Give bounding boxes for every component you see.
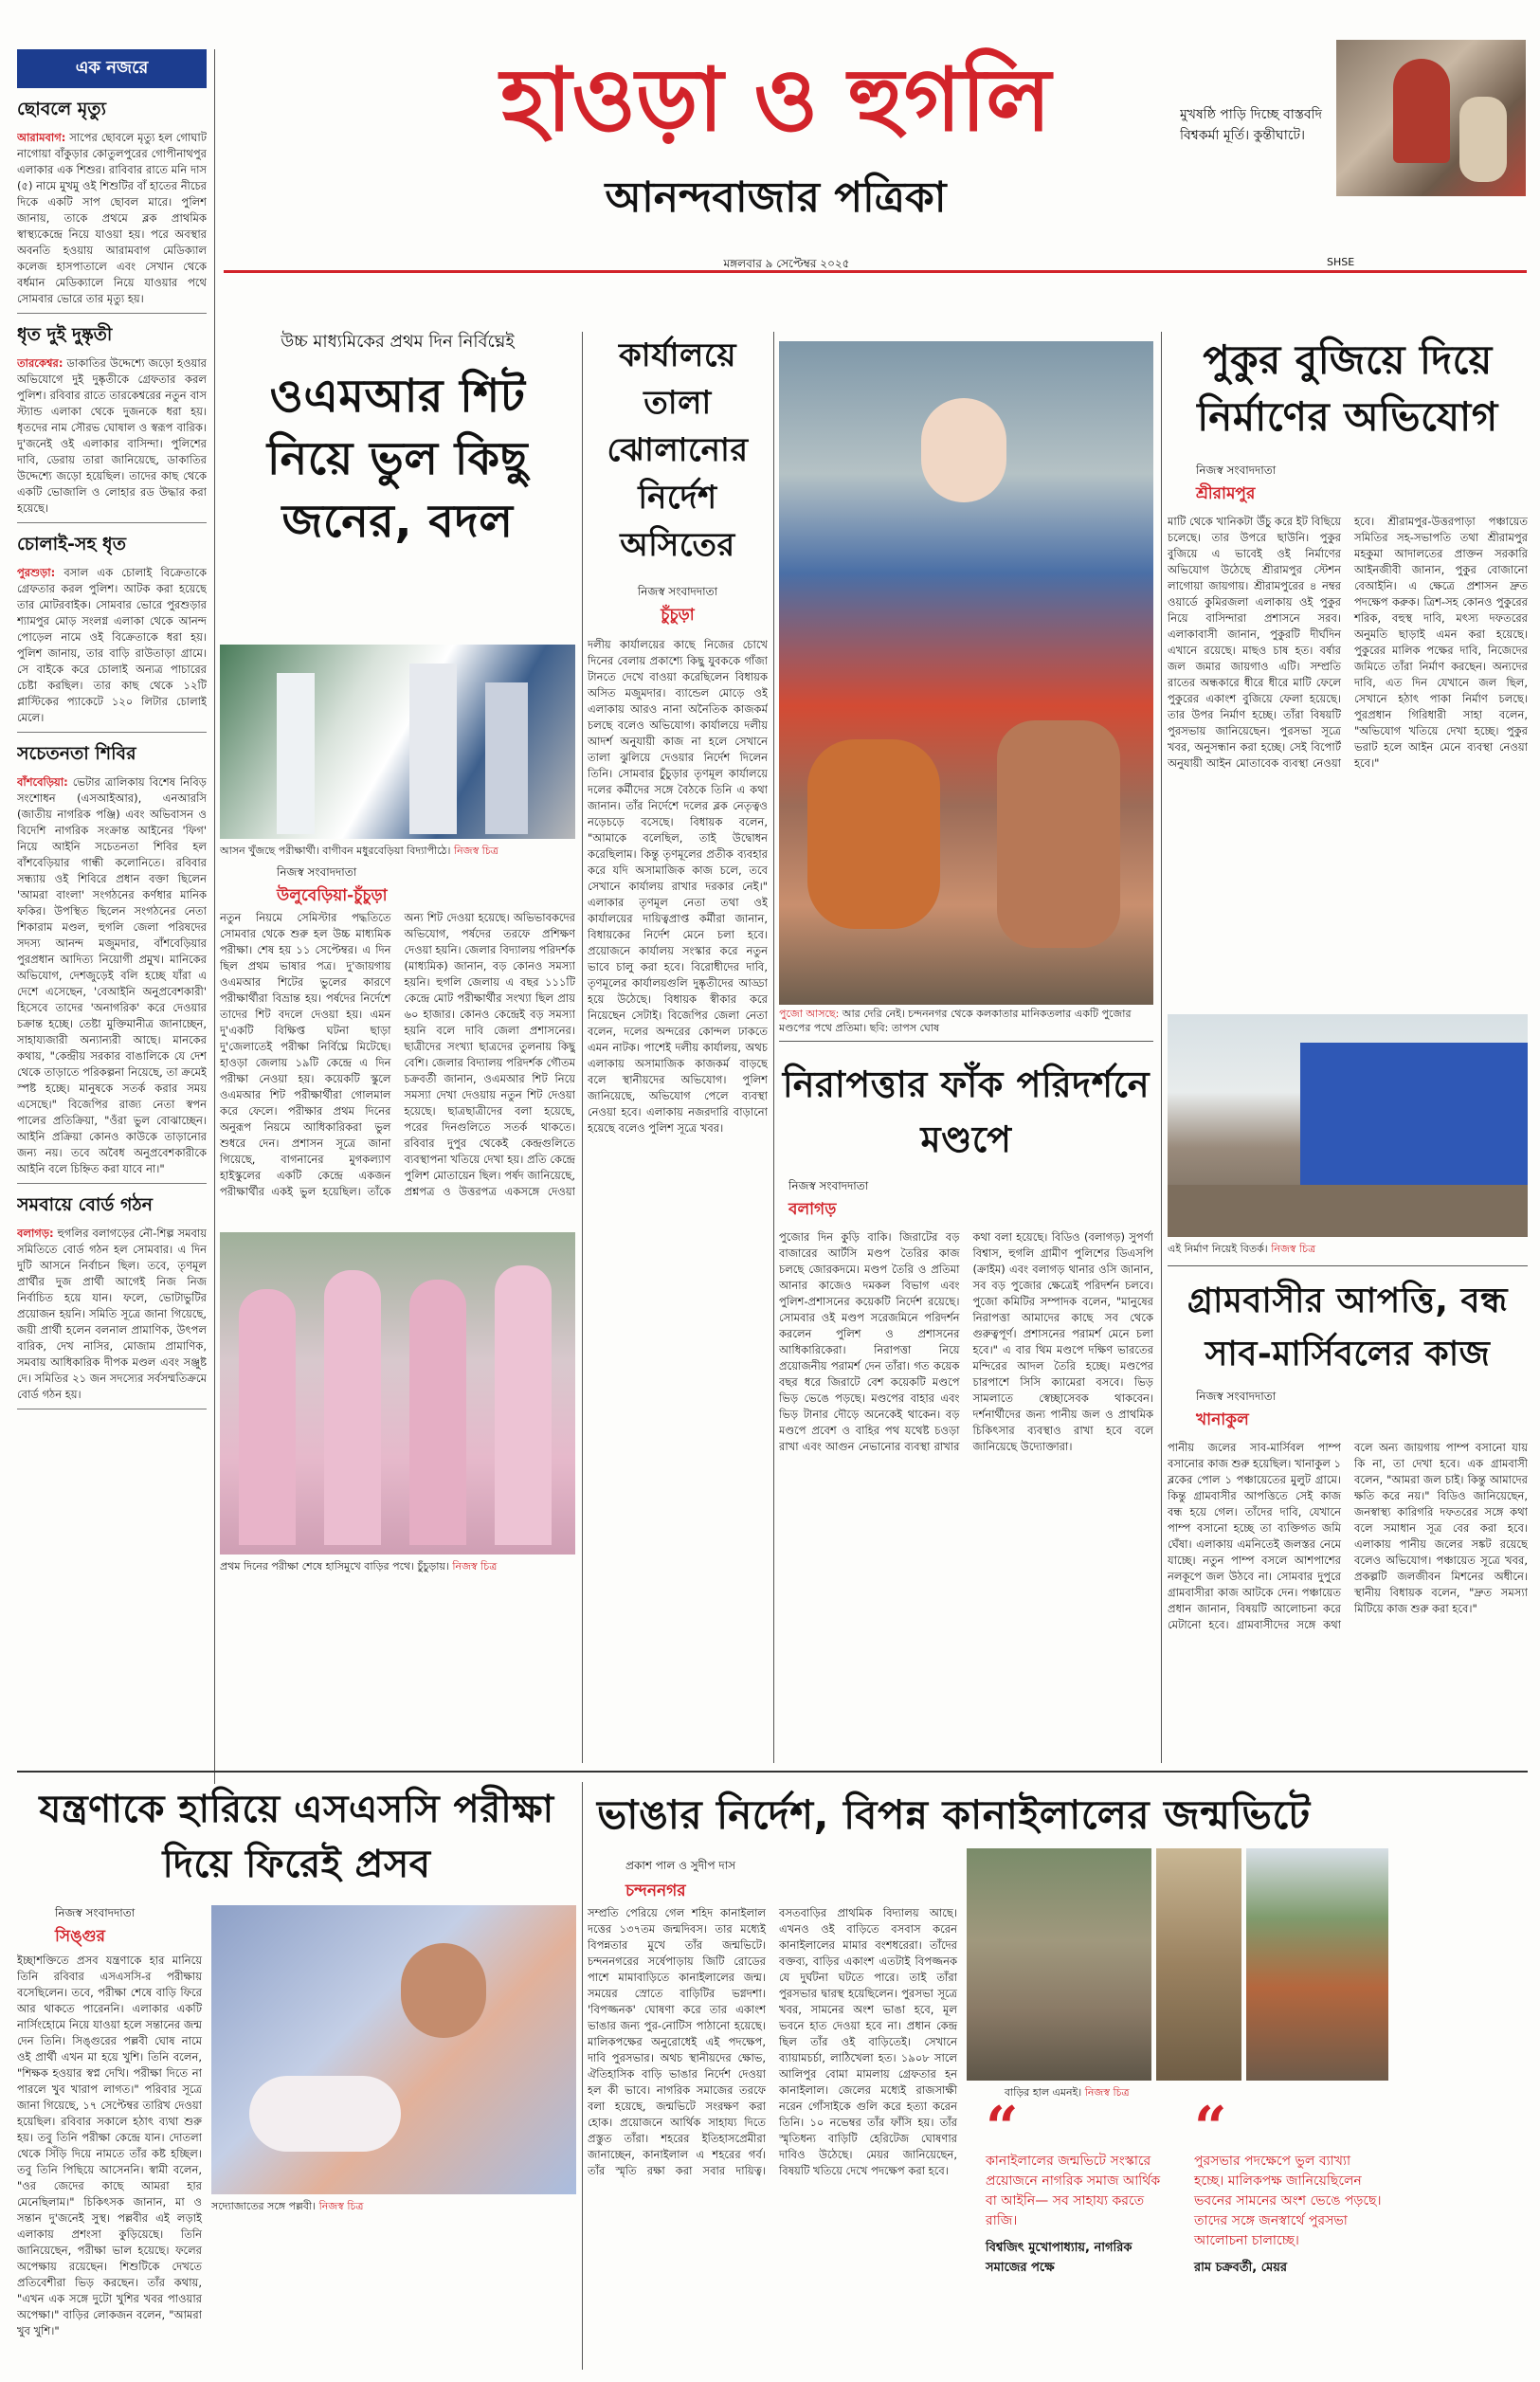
sidebar-item-title: চোলাই-সহ ধৃত: [17, 534, 126, 555]
byline: প্রকাশ পাল ও সুদীপ দাস: [625, 1859, 736, 1872]
person-shape: [485, 682, 528, 834]
idol-shape: [1393, 59, 1450, 163]
byline: নিজস্ব সংবাদদাতা: [55, 1906, 136, 1919]
story-headline: যন্ত্রণাকে হারিয়ে এসএসসি পরীক্ষা দিয়ে ফিরেই প্রসব: [39, 1788, 554, 1886]
fold-divider: [17, 1771, 1528, 1773]
shed-photo-caption: এই নির্মাণ নিয়েই বিতর্ক। নিজস্ব চিত্র: [1168, 1243, 1316, 1255]
dateline-place: বলাগড়: [788, 1200, 837, 1219]
dateline-place: খানাকুল: [1196, 1410, 1249, 1429]
ssc-mother-photo: [211, 1905, 576, 2194]
sidebar-item-text: ভেটার ত্রালিকায় বিশেষ নিবিড় সংশোধন (এসআইআর), এনআরসি (জাতীয় নাগরিক পঞ্জি) এবং অভিবাসন ও বিদেশি নাগরিক সংক্রান্ত আইনের 'ফিগ' নিয়ে আইনি সচেতনতা শিবির হল বাঁশবেড়িয়ার গান্ধী কলোনিতে। রবিবার সন্ধ্যায় ওই শিবিরে প্রধান বক্তা ছিলেন 'আমরা বাংলা' সংগঠনের কর্ণধার মানিক ফকির। উপস্থিত ছিলেন সংগঠনের নেতা শিকারাম মণ্ডল, হুগলি জেলা পরিষদের সদস্য আনন্দ মজুমদার, বাঁশবেড়িয়ার পুরপ্রধান আদিত্য নিয়োগী প্রমুখ। মানিকের অভিযোগ, দেশজুড়েই বলি হচ্ছে যাঁরা এ দেশে এসেছেন, 'বেআইনি অনুপ্রবেশকারী' হিসেবে তাদের 'অনাগরিক' করে দেওয়ার চক্রান্ত হচ্ছে। তেষ্টা মুক্তিমানীত্র জানাচ্ছেন, সাহায্যজারী অন্যান্যরী আছে। মানকের কথায়, "কেন্দ্রীয় সরকার বাঙালিকে যে দেশ থেকে তাড়াতে পরিকল্পনা নিয়েছে, তা ক্রমেই স্পষ্ট হচ্ছে। মানুষকে সতর্ক করার সময় এসেছে।" বিজেপির রাজ্য নেতা স্বপন পালের প্রতিক্রিয়া, "ওঁরা ভুল বোঝাচ্ছেন। আইনি প্রক্রিয়া কোনও কাউকে তাড়ানোর জন্য নয়। তবে অবৈধ অনুপ্রবেশকারীকে আইনি বলে চিহ্নিত করা যাবে না।": [17, 775, 207, 1175]
person-shape: [409, 664, 457, 834]
story-pond: [1168, 332, 1528, 1005]
sidebar-item-text: হুগলির বলাগড়ের নৌ-শিল্প সমবায় সমিতিতে বোর্ড গঠন হল সোমবার। এ দিন দুটি আসনে নির্বাচন ছিল। তবে, তৃণমূল প্রার্থীর দুজ প্রার্থী আগেই নিজ নিজ নির্বাচিত হয়ে যান। ফলে, ভোটাভুটির প্রয়োজন হয়নি। সমিতি সূত্রে জানা গিয়েছে, জয়ী প্রার্থী হলেন বলনাল প্রামাণিক, উৎপল বারিক, দেখ নাসির, মোজাম প্রামাণিক, সমবায় আধিকারিক দীপক মণ্ডল এবং সঞ্জুষ্ট দে। সমিতির ২১ জন সদস্যের সর্বসম্মতিক্রমে বোর্ড গঠন হয়।: [17, 1227, 207, 1401]
photo-caption: আসন খুঁজছে পরীক্ষার্থী। বাগীবন মধুরবেড়িয়া বিদ্যাপীঠে। নিজস্ব চিত্র: [220, 845, 498, 857]
promo-caption: মুখষষ্ঠি পাড়ি দিচ্ছে বাস্তবদি বিশ্বকর্মা মূর্তি। কুন্তীঘাটে।: [1180, 107, 1323, 143]
sidebar-item-place: বাঁশবেড়িয়া:: [17, 775, 68, 789]
lion-shape: [807, 739, 940, 929]
story-headline: ওএমআর শিট নিয়ে ভুল কিছু জনের, বদল: [266, 370, 529, 548]
birthplace-photo-2: [1156, 1848, 1241, 2081]
durga-photo-caption: পুজো আসছে: আর দেরি নেই। চন্দননগর থেকে কলকাতার মানিকতলার একটি পুজোর মণ্ডপের পথে প্রতিমা। ছবি: তাপস ঘোষ: [779, 1008, 1132, 1034]
sidebar-items: [17, 96, 207, 1409]
dateline-place: চুঁচুড়া: [661, 606, 695, 625]
story-birthplace: [588, 1782, 1528, 2370]
sidebar-item-title: সমবায়ে বোর্ড গঠন: [17, 1194, 153, 1215]
nurses-photo: [220, 1232, 575, 1555]
sidebar-item-title: ধৃত দুই দুষ্কৃতী: [17, 324, 113, 345]
column-divider: [773, 332, 774, 1763]
story-headline: নিরাপত্তার ফাঁক পরিদর্শনে মণ্ডপে: [782, 1064, 1150, 1160]
sidebar-news-item: [17, 321, 207, 523]
dateline-place: সিঙ্গুর: [55, 1927, 105, 1946]
column-divider: [582, 1782, 583, 2370]
person-shape: [495, 1265, 552, 1545]
person-shape: [1459, 97, 1507, 182]
column-divider: [582, 332, 583, 1763]
person-shape: [324, 1270, 381, 1545]
byline: নিজস্ব সংবাদদাতা: [277, 865, 357, 879]
durga-idol-photo: [779, 341, 1153, 1005]
section-divider: [779, 1041, 1153, 1042]
quote-icon: “: [1194, 2095, 1227, 2161]
sidebar-item-body: [17, 355, 207, 517]
story-kicker: উচ্চ মাধ্যমিকের প্রথম দিন নির্বিঘ্নেই: [281, 332, 515, 352]
story-headline: গ্রামবাসীর আপত্তি, বন্ধ সাব-মার্সিবলের কাজ: [1187, 1282, 1509, 1373]
sidebar-header: এক নজরে: [17, 49, 207, 88]
blue-shed: [1300, 1043, 1528, 1185]
story-headline: কার্যালয়ে তালা ঝোলানোর নির্দেশ অসিতের: [607, 336, 749, 564]
story-omr: [220, 284, 575, 1744]
mother-face: [401, 1943, 486, 2038]
dateline-place: চন্দননগর: [625, 1882, 686, 1900]
byline: নিজস্ব সংবাদদাতা: [637, 585, 718, 598]
promo-photo: [1336, 40, 1526, 196]
story-body: পুজোর দিন কুড়ি বাকি। জিরাটের বড় বাজারের আর্টসি মণ্ডপ তৈরির কাজ চলছে জোরকদমে। মণ্ডপ তৈরি ও প্রতিমা আনার কাজেও দমকল বিভাগ এবং পুলিশ-প্রশাসনের কয়েকটি নির্দেশ রয়েছে। সোমবার ওই মণ্ডপ সরেজমিনে পরিদর্শন করলেন পুলিশ ও প্রশাসনের আধিকারিকেরা। নিরাপত্তা নিয়ে প্রয়োজনীয় পরামর্শ দেন তাঁরা। গত কয়েক বছর ধরে জিরাটে বেশ কয়েকটি মণ্ডপে ভিড় ভেঙে পড়ছে। মণ্ডপের বাহার এবং ভিড় টানার দৌড়ে অনেকেই থাকেন। বড় মণ্ডপে প্রবেশ ও বাহির পথ যথেষ্ট চওড়া রাখা এবং আগুন নেভানোর ব্যবস্থা রাখার কথা বলা হয়েছে। বিডিও (বলাগড়) সুপর্ণা বিশ্বাস, হুগলি গ্রামীণ পুলিশের ডিএসপি (ক্রাইম) এবং বলাগড় থানার ওসি জানান, সব বড় পুজোর ক্ষেত্রেই পরিদর্শন চলবে। পুজো কমিটির সম্পাদক বলেন, "মানুষের নিরাপত্তা আমাদের কাছে সব থেকে গুরুত্বপূর্ণ। প্রশাসনের পরামর্শ মেনে চলা হবে।" এ বার থিম মণ্ডপে দক্ষিণ ভারতের মন্দিরের আদল তৈরি হচ্ছে। মণ্ডপের চারপাশে সিসি ক্যামেরা বসবে। ভিড় সামলাতে স্বেচ্ছাসেবক থাকবেন। দর্শনার্থীদের জন্য পানীয় জল ও প্রাথমিক চিকিৎসার ব্যবস্থাও রাখা হবে বলে জানিয়েছে উদ্যোক্তারা।: [779, 1230, 1153, 1453]
sidebar-item-place: আরামবাগ:: [17, 131, 66, 144]
story-body: পানীয় জলের সাব-মার্সিবল পাম্প বসানোর কাজ শুরু হয়েছিল। খানাকুল ১ ব্লকের পোল ১ পঞ্চায়েতের মুলুট গ্রামে। কিন্তু গ্রামবাসীর আপত্তিতে সেই কাজ বন্ধ হয়ে গেল। তাঁদের দাবি, যেখানে পাম্প বসানো হচ্ছে তা ব্যক্তিগত জমি ঘেঁষা। এলাকায় এমনিতেই জলস্তর নেমে যাচ্ছে। নতুন পাম্প বসলে আশপাশের নলকূপে জল উঠবে না। সোমবার দুপুরে গ্রামবাসীরা কাজ আটকে দেন। পঞ্চায়েত প্রধান জানান, বিষয়টি আলোচনা করে মেটানো হবে। গ্রামবাসীদের সঙ্গে কথা বলে অন্য জায়গায় পাম্প বসানো যায় কি না, তা দেখা হবে। এক গ্রামবাসী বলেন, "আমরা জল চাই। কিন্তু আমাদের ক্ষতি করে নয়।" বিডিও জানিয়েছেন, জনস্বাস্থ্য কারিগরি দফতরের সঙ্গে কথা বলে সমাধান সূত্র বের করা হবে। এলাকায় পানীয় জলের সঙ্কট রয়েছে বলেও অভিযোগ। পঞ্চায়েত সূত্রে খবর, প্রকল্পটি জলজীবন মিশনের অধীনে। স্থানীয় বিধায়ক বলেন, "দ্রুত সমস্যা মিটিয়ে কাজ শুরু করা হবে।": [1168, 1441, 1528, 1631]
column-divider: [214, 49, 215, 1784]
sidebar-item-body: [17, 565, 207, 726]
sidebar-news-item: [17, 740, 207, 1184]
photo-caption: সদ্যোজাতের সঙ্গে পল্লবী। নিজস্ব চিত্র: [211, 2200, 364, 2212]
sidebar-item-place: বলাগড়:: [17, 1227, 54, 1240]
story-headline: ভাঙার নির্দেশ, বিপন্ন কানাইলালের জন্মভিটে: [597, 1791, 1311, 1838]
birthplace-photo-1: [967, 1848, 1151, 2081]
story-body: নতুন নিয়মে সেমিস্টার পদ্ধতিতে সোমবার থেকে শুরু হল উচ্চ মাধ্যমিক পরীক্ষা। শেষ হয় ১১ সেপ্টেম্বর। এ দিন ছিল প্রথম ভাষার পত্র। দু'জায়গায় ওএমআর শিটের ভুলের কারণে পরীক্ষার্থীরা বিভ্রান্ত হয়। পর্ষদের নির্দেশে তাদের শিট বদলে দেওয়া হয়। এমন দু'একটি বিক্ষিপ্ত ঘটনা ছাড়া দু'জেলাতেই পরীক্ষা নির্বিঘ্নে মিটেছে। হাওড়া জেলায় ১৯টি কেন্দ্রে এ দিন পরীক্ষা নেওয়া হয়। কয়েকটি স্কুলে ওএমআর শিট পরীক্ষার্থীরা গোলমাল করে ফেলে। পরীক্ষার প্রথম দিনের অনুরূপ নিয়মে আধিকারিকরা ভুল শুধরে দেন। প্রশাসন সূত্রে জানা গিয়েছে, বাগনানের মুগকল্যাণ হাইস্কুলের একটি কেন্দ্রে একজন পরীক্ষার্থীর একই ভুল হয়েছিল। তাঁকে অন্য শিট দেওয়া হয়েছে। অভিভাবকদের অভিযোগ, পর্ষদের তরফে প্রশিক্ষণ দেওয়া হয়নি। জেলার বিদ্যালয় পরিদর্শক (মাধ্যমিক) জানান, বড় কোনও সমস্যা হয়নি। হুগলি জেলায় এ বছর ১১১টি কেন্দ্রে মোট পরীক্ষার্থীর সংখ্যা ছিল প্রায় ৬০ হাজার। কোনও কেন্দ্রেই বড় সমস্যা হয়নি বলে দাবি জেলা প্রশাসনের। ছাত্রীদের সংখ্যা ছাত্রদের তুলনায় কিছু বেশি। জেলার বিদ্যালয় পরিদর্শক গৌতম চক্রবর্তী জানান, ওএমআর শিট নিয়ে সমস্যা দেখা দেওয়ায় নতুন শিট দেওয়া হয়েছে। ছাত্রছাত্রীদের বলা হয়েছে, পরের দিনগুলিতে সতর্ক থাকতে। রবিবার দুপুর থেকেই কেন্দ্রগুলিতে ব্যবস্থাপনা খতিয়ে দেখা হয়। প্রতি কেন্দ্রে পুলিশ মোতায়েন ছিল। পর্ষদ জানিয়েছে, প্রশ্নপত্র ও উত্তরপত্র একসঙ্গে দেওয়া: [220, 911, 575, 1198]
dateline-place: শ্রীরামপুর: [1196, 484, 1256, 503]
story-body: সম্প্রতি পেরিয়ে গেল শহিদ কানাইলাল দত্তের ১৩৭তম জন্মদিবস। তার মধ্যেই বিপন্নতার মুখে তাঁর জন্মভিটে। চন্দননগরের সর্ষেপাড়ায় জিটি রোডের পাশে মামাবাড়িতে কানাইলালের জন্ম। সময়ের স্রোতে বাড়িটির ভগ্নদশা। 'বিপজ্জনক' ঘোষণা করে তার একাংশ ভাঙার জন্য পুর-নোটিস পাঠানো হয়েছে। মালিকপক্ষের অনুরোধেই এই পদক্ষেপ, দাবি পুরসভার। অথচ স্থানীয়দের ক্ষোভ, ঐতিহাসিক বাড়ি ভাঙার নির্দেশ দেওয়া হল কী ভাবে। নাগরিক সমাজের তরফে বলা হয়েছে, জন্মভিটে সংরক্ষণ করা হোক। প্রয়োজনে আর্থিক সাহায্য দিতে প্রস্তুত তাঁরা। শহরের ইতিহাসপ্রেমীরা জানাচ্ছেন, কানাইলাল এ শহরের গর্ব। তাঁর স্মৃতি রক্ষা করা সবার দায়িত্ব। বসতবাড়ির প্রাথমিক বিদ্যালয় আছে। এখনও ওই বাড়িতে বসবাস করেন কানাইলালের মামার বংশধরেরা। তাঁদের বক্তব্য, বাড়ির একাংশ এতটাই বিপজ্জনক যে দুর্ঘটনা ঘটতে পারে। তাই তাঁরা পুরসভার দ্বারস্থ হয়েছিলেন। পুরসভা সূত্রে খবর, সামনের অংশ ভাঙা হবে, মূল ভবনে হাত দেওয়া হবে না। প্রধান কেন্দ্র ছিল তাঁর ওই বাড়িতেই। সেখানে ব্যায়ামচর্চা, লাঠিখেলা হত। ১৯০৮ সালে আলিপুর বোমা মামলায় গ্রেফতার হন কানাইলাল। জেলের মধ্যেই রাজসাক্ষী নরেন গোঁসাইকে গুলি করে হত্যা করেন তিনি। ১০ নভেম্বর তাঁর ফাঁসি হয়। তাঁর স্মৃতিধন্য বাড়িটি হেরিটেজ ঘোষণার দাবিও উঠেছে। মেয়র জানিয়েছেন, বিষয়টি খতিয়ে দেখে পদক্ষেপ করা হবে।: [588, 1906, 957, 2177]
byline: নিজস্ব সংবাদদাতা: [788, 1179, 869, 1192]
sidebar-news-item: [17, 531, 207, 733]
pull-quote-2: “ পুরসভার পদক্ষেপে ভুল ব্যাখ্যা হচ্ছে। মালিকপক্ষ জানিয়েছিলেন ভবনের সামনের অংশ ভেঙে পড়ছে। তাদের সঙ্গে জনস্বার্থে পুরসভা আলোচনা চালাচ্ছে। রাম চক্রবর্তী, মেয়র: [1194, 2104, 1384, 2279]
masthead-title: হাওড়া ও হুগলি: [500, 48, 1051, 151]
shed-photo: [1168, 1014, 1528, 1237]
person-shape: [277, 673, 315, 834]
sidebar-item-text: বসাল এক চোলাই বিক্রেতাকে গ্রেফতার করল পুলিশ। আটক করা হয়েছে তার মোটরবাইক। সোমবার ভোরে পুরশুড়ার শ্যামপুর মোড় সংলগ্ন এলাকা থেকে আনন্দ পোড়েল নামে ওই বিক্রেতাকে ধরা হয়। পুলিশ জানায়, তার বাড়ি রাউতাড়া গ্রামে। সে বাইকে করে চোলাই অন্যত্র পাচারের চেষ্টা করছিল। তার কাছ থেকে ১২টি প্লাস্টিকের প্যাকেটে ১২০ লিটার চোলাই মেলে।: [17, 566, 207, 724]
photo-caption: প্রথম দিনের পরীক্ষা শেষে হাসিমুখে বাড়ির পথে। চুঁচুড়ায়। নিজস্ব চিত্র: [220, 1560, 498, 1573]
birthplace-photo-3: [1246, 1848, 1388, 2081]
story-body: ইচ্ছাশক্তিতে প্রসব যন্ত্রণাকে হার মানিয়ে তিনি রবিবার এসএসসি-র পরীক্ষায় বসেছিলেন। তবে, পরীক্ষা শেষে বাড়ি ফিরে আর থাকতে পারেননি। এলাকার একটি নার্সিংহোমে নিয়ে যাওয়া হলে সন্তানের জন্ম দেন তিনি। সিঙ্গুরের পল্লবী ঘোষ নামে ওই প্রার্থী এখন মা হয়ে খুশি। তিনি বলেন, "শিক্ষক হওয়ার স্বপ্ন দেখি। পরীক্ষা দিতে না পারলে খুব খারাপ লাগত।" পরিবার সূত্রে জানা গিয়েছে, ১৭ সেপ্টেম্বর তারিখ দেওয়া হয়েছিল। রবিবার সকালে হঠাৎ ব্যথা শুরু হয়। তবু তিনি পরীক্ষা কেন্দ্রে যান। দোতলা থেকে সিঁড়ি দিয়ে নামতে তাঁর কষ্ট হচ্ছিল। তবু তিনি পিছিয়ে আসেননি। স্বামী বলেন, "ওর জেদের কাছে আমরা হার মেনেছিলাম।" চিকিৎসক জানান, মা ও সন্তান দু'জনেই সুস্থ। পল্লবীর এই লড়াই এলাকায় প্রশংসা কুড়িয়েছে। তিনি জানিয়েছেন, পরীক্ষা ভাল হয়েছে। ফলের অপেক্ষায় রয়েছেন। শিশুটিকে দেখতে প্রতিবেশীরা ভিড় করছেন। তাঁর কথায়, "এখন এক সঙ্গে দুটো খুশির খবর পাওয়ার অপেক্ষা।" বাড়ির লোকজন বলেন, "আমরা খুব খুশি।": [17, 1954, 202, 2337]
asura-shape: [997, 720, 1120, 948]
masthead-paper-name: আনন্দবাজার পত্রিকা: [605, 173, 947, 222]
byline: নিজস্ব সংবাদদাতা: [1196, 1390, 1277, 1403]
idol-face: [921, 398, 1006, 502]
dateline-place: উলুবেড়িয়া-চুঁচুড়া: [277, 886, 388, 905]
person-shape: [239, 1289, 296, 1545]
ground: [1168, 1185, 1528, 1237]
date-line: মঙ্গলবার ৯ সেপ্টেম্বর ২০২৫: [723, 257, 850, 270]
edition-code: SHSE: [1327, 256, 1355, 268]
story-pandal: [779, 1047, 1153, 1763]
sidebar: [17, 49, 207, 1755]
sidebar-item-title: ছোবলে মৃত্যু: [17, 99, 107, 119]
byline: নিজস্ব সংবাদদাতা: [1196, 464, 1277, 477]
story-village: [1168, 1275, 1528, 1758]
sidebar-item-text: ডাকাতির উদ্দেশ্যে জড়ো হওয়ার অভিযোগে দুই দুষ্কৃতীকে গ্রেফতার করল পুলিশ। রবিবার রাতে তারকেশ্বরের নতুন বাস স্ট্যান্ড এলাকা থেকে দুজনকে ধরা হয়। ধৃতদের নাম সৌরভ ঘোষাল ও স্বরূপ বারিক। দু'জনেই ওই এলাকার বাসিন্দা। পুলিশের দাবি, ডেরায় তারা জানিয়েছে, ডাকাতির উদ্দেশ্যে জড়ো হয়েছিল। তাদের কাছ থেকে একটি ভোজালি ও লোহার রড উদ্ধার করা হয়েছে।: [17, 356, 207, 515]
story-ssc: [17, 1782, 576, 2370]
sidebar-item-body: [17, 1226, 207, 1403]
sidebar-news-item: [17, 96, 207, 314]
sidebar-item-text: সাপের ছোবলে মৃত্যু হল গোঘাট নাগোয়া বাঁকুড়ার কোতুলপুরের গোপীনাথপুর এলাকার এক শিশুর। রাবিবার রাতে মনি দাস (৫) নামে মুখমু ওই শিশুটির বাঁ হাতের নীচের দিকে একটি সাপ ছোবল মারে। পুলিশ জানায়, তাকে প্রথমে ব্লক প্রাথমিক স্বাস্থ্যকেন্দ্রে নিয়ে যাওয়া হয়। পরে অবস্থার অবনতি হওয়ায় আরামবাগ মেডিক্যাল কলেজ হাসপাতালে এবং সেখান থেকে বর্ধমান মেডিক্যালে নিয়ে যাওয়ার পথে সোমবার ভোরে তার মৃত্যু হয়।: [17, 131, 207, 305]
story-office: [588, 332, 768, 1754]
sidebar-item-body: [17, 774, 207, 1177]
masthead: [224, 38, 1328, 237]
sidebar-item-body: [17, 130, 207, 307]
person-shape: [409, 1280, 466, 1545]
quote-icon: “: [986, 2095, 1019, 2161]
section-divider: [1168, 1265, 1528, 1266]
story-body-continued: [1393, 1801, 1528, 2370]
pull-quote-1: “ কানাইলালের জন্মভিটে সংস্কারে প্রয়োজনে নাগরিক সমাজ আর্থিক বা আইনি— সব সাহায্য করতে রাজি। বিশ্বজিৎ মুখোপাধ্যায়, নাগরিক সমাজের পক্ষে: [986, 2104, 1175, 2279]
sidebar-item-place: তারকেশ্বর:: [17, 356, 63, 370]
story-body: দলীয় কার্যালয়ের কাছে নিজের চোখে দিনের বেলায় প্রকাশ্যে কিছু যুবককে গাঁজা টানতে দেখে বাওয়া করেছিলেন বিধায়ক অসিত মজুমদার। ব্যান্ডেল মোড়ে ওই এলাকায় আরও নানা অনৈতিক কাজকর্ম চলছে বলেও অভিযোগ। কার্যালয়ে দলীয় আদর্শ অনুযায়ী কাজ না হলে সেখানে তালা ঝুলিয়ে দেওয়ার নির্দেশ দিলেন তিনি। সোমবার চুঁচুড়ার তৃণমূল কার্যালয়ে দলের কর্মীদের সঙ্গে বৈঠকে তিনি এ কথা জানান। তাঁর নির্দেশে দলের ব্লক নেতৃত্বও নড়েচড়ে বসেছে। বিধায়ক বলেন, "আমাকে বলেছিল, তাই উদ্বোধন করেছিলাম। কিন্তু তৃণমূলের প্রতীক ব্যবহার করে যদি অসামাজিক কাজ চলে, তবে সেখানে কার্যালয় রাখার দরকার নেই।" এলাকার তৃণমূল নেতা তথা ওই কার্যালয়ের দায়িত্বপ্রাপ্ত কর্মীরা জানান, বিধায়কের নির্দেশ মেনে চলা হবে। প্রয়োজনে কার্যালয় সংস্কার করে নতুন ভাবে চালু করা হবে। বিরোধীদের দাবি, তৃণমূলের কার্যালয়গুলি দুষ্কৃতীদের আড্ডা হয়ে উঠেছে। বিধায়ক স্বীকার করে নিয়েছেন সেটাই। বিজেপির জেলা নেতা বলেন, দলের অন্দরের কোন্দল ঢাকতে এমন নাটক। পাশেই দলীয় কার্যালয়, অথচ এলাকায় অসামাজিক কাজকর্ম বাড়ছে বলে স্থানীয়দের অভিযোগ। পুলিশ জানিয়েছে, অভিযোগ পেলে ব্যবস্থা নেওয়া হবে। এলাকায় নজরদারি বাড়ানো হয়েছে বলেও পুলিশ সূত্রে খবর।: [588, 638, 768, 1135]
sidebar-news-item: [17, 1191, 207, 1409]
photo-caption: বাড়ির হাল এমনই। নিজস্ব চিত্র: [1005, 2086, 1130, 2099]
sidebar-item-title: সচেতনতা শিবির: [17, 743, 136, 764]
story-headline: পুকুর বুজিয়ে দিয়ে নির্মাণের অভিযোগ: [1197, 336, 1498, 440]
omr-photo: [220, 645, 575, 839]
sidebar-item-place: পুরশুড়া:: [17, 566, 56, 579]
baby-shape: [249, 2076, 401, 2152]
column-divider: [1161, 332, 1162, 1763]
story-body: মাটি থেকে খানিকটা উঁচু করে ইট বিছিয়ে চলেছে। তার উপরে ছাউনি। পুকুর বুজিয়ে এ ভাবেই ওই নির্মাণের অভিযোগ উঠেছে শ্রীরামপুর স্টেশন লাগোয়া জায়গায়। শ্রীরামপুরের ৪ নম্বর ওয়ার্ডে কুমিরজলা এলাকায় ওই পুকুর নিয়ে বাসিন্দারা প্রশাসনে সরব। এলাকাবাসী জানান, পুকুরটি দীর্ঘদিন এখানে রয়েছে। মাছও চাষ হত। বর্ষার জল জমার জায়গাও এটি। সম্প্রতি রাতের অন্ধকারে ধীরে ধীরে মাটি ফেলে পুকুরের একাংশ বুজিয়ে ফেলা হয়েছে। তার উপর নির্মাণ হচ্ছে। তাঁরা বিষয়টি পুরসভায় জানিয়েছেন। পুরসভা সূত্রে খবর, অনুসন্ধান করা হচ্ছে। সেই বিপোর্ট অনুযায়ী আইন মোতাবেক ব্যবস্থা নেওয়া হবে। শ্রীরামপুর-উত্তরপাড়া পঞ্চায়েত সমিতির সহ-সভাপতি তথা শ্রীরামপুর মহকুমা আদালতের প্রাক্তন সরকারি আইনজীবী জানান, পুকুর বোজানো বেআইনি। এ ক্ষেত্রে প্রশাসন দ্রুত পদক্ষেপ করুক। ত্রিশ-সহ কোনও পুকুরের শরিক, বহুস্থ দাবি, মৎস্য দফতরের অনুমতি ছাড়াই এমন করা হয়েছে। পুকুরের মালিক পক্ষের দাবি, নিজেদের জমিতে তাঁরা নির্মাণ করছেন। অন্যদের দাবি, এত দিন যেখানে জল ছিল, সেখানে হঠাৎ পাকা নির্মাণ চলছে। পুরপ্রধান গিরিধারী সাহা বলেন, "অভিযোগ খতিয়ে দেখা হচ্ছে। পুকুর ভরাট হলে আইন মেনে ব্যবস্থা নেওয়া হবে।": [1168, 515, 1528, 770]
